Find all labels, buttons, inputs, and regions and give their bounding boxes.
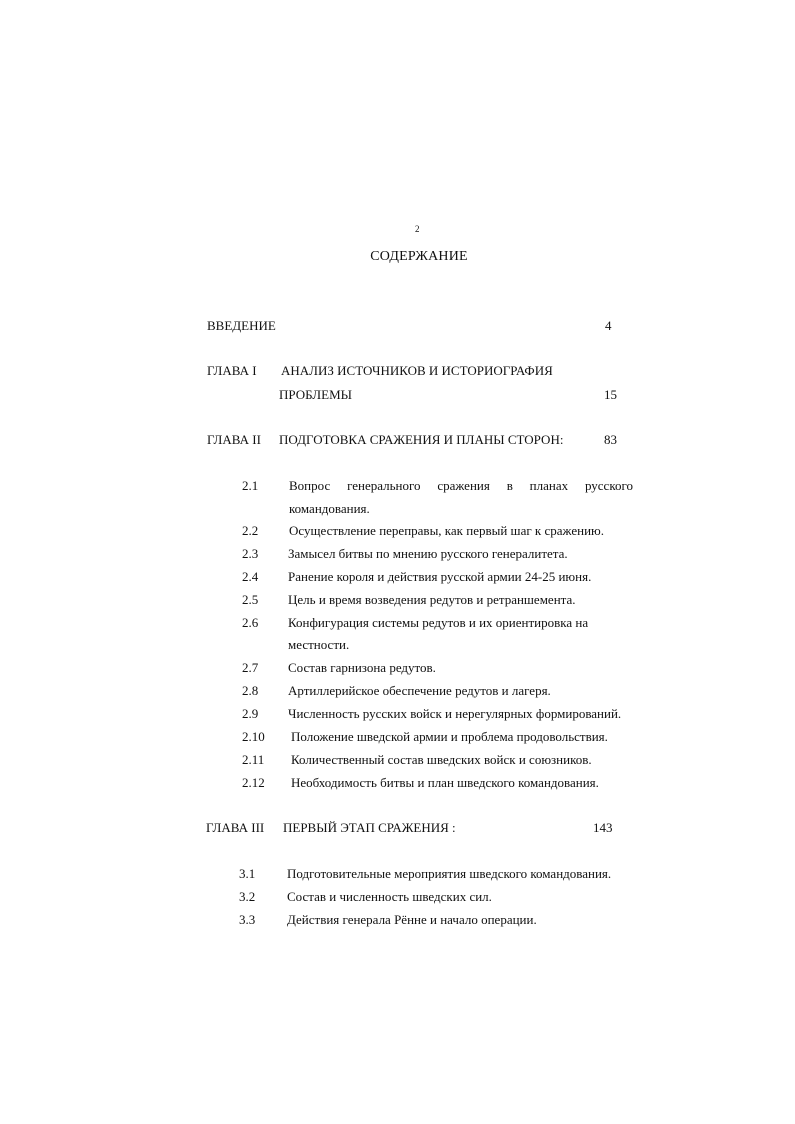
toc-chapter2-page: 83 xyxy=(604,432,617,447)
page-title: СОДЕРЖАНИЕ xyxy=(370,249,468,264)
toc-section-title: Ранение короля и действия русской армии 24-25 июня. xyxy=(288,569,592,584)
toc-section-title: Замысел битвы по мнению русского генералитета. xyxy=(288,546,568,561)
toc-section-number: 2.10 xyxy=(242,729,265,744)
toc-section-title-continued: местности. xyxy=(288,637,350,652)
toc-chapter1-title-line1: АНАЛИЗ ИСТОЧНИКОВ И ИСТОРИОГРАФИЯ xyxy=(281,363,553,378)
toc-section-title: Цель и время возведения редутов и ретраншемента. xyxy=(288,592,576,607)
toc-section-title: Состав и численность шведских сил. xyxy=(287,889,492,904)
toc-section-number: 3.1 xyxy=(239,866,256,881)
toc-section-title: Количественный состав шведских войск и союзников. xyxy=(291,752,592,767)
toc-section-title: Осуществление переправы, как первый шаг к сражению. xyxy=(289,523,604,538)
toc-chapter1-label: ГЛАВА I xyxy=(207,363,257,378)
toc-section-title: Артиллерийское обеспечение редутов и лагеря. xyxy=(288,683,551,698)
toc-chapter1-title-line2: ПРОБЛЕМЫ xyxy=(279,387,352,402)
toc-chapter3-title: ПЕРВЫЙ ЭТАП СРАЖЕНИЯ : xyxy=(283,820,456,835)
toc-section-number: 2.3 xyxy=(242,546,259,561)
toc-section-title: Вопрос генерального сражения в планах русского xyxy=(289,478,633,493)
toc-chapter1-page: 15 xyxy=(604,387,617,402)
toc-section-number: 2.6 xyxy=(242,615,259,630)
toc-section-number: 2.2 xyxy=(242,523,259,538)
toc-section-title: Состав гарнизона редутов. xyxy=(288,660,436,675)
toc-section-title: Положение шведской армии и проблема продовольствия. xyxy=(291,729,608,744)
page-number: 2 xyxy=(415,224,420,234)
toc-chapter3-page: 143 xyxy=(593,820,613,835)
toc-section-title: Конфигурация системы редутов и их ориентировка на xyxy=(288,615,589,630)
toc-section-title-continued: командования. xyxy=(289,501,370,516)
toc-section-number: 2.1 xyxy=(242,478,259,493)
toc-section-title: Необходимость битвы и план шведского командования. xyxy=(291,775,599,790)
toc-section-title: Подготовительные мероприятия шведского командования. xyxy=(287,866,612,881)
toc-section-number: 3.2 xyxy=(239,889,256,904)
toc-section-number: 2.11 xyxy=(242,752,265,767)
toc-chapter3-label: ГЛАВА III xyxy=(206,820,265,835)
toc-section-number: 2.5 xyxy=(242,592,259,607)
toc-section-number: 2.7 xyxy=(242,660,259,675)
toc-intro-label: ВВЕДЕНИЕ xyxy=(207,318,276,333)
toc-section-number: 2.4 xyxy=(242,569,259,584)
toc-chapter2-label: ГЛАВА II xyxy=(207,432,261,447)
toc-intro-page: 4 xyxy=(605,318,612,333)
toc-chapter2-title: ПОДГОТОВКА СРАЖЕНИЯ И ПЛАНЫ СТОРОН: xyxy=(279,432,564,447)
toc-section-number: 2.9 xyxy=(242,706,259,721)
toc-section-number: 2.8 xyxy=(242,683,259,698)
toc-section-number: 3.3 xyxy=(239,912,256,927)
toc-section-title: Действия генерала Рённе и начало операции. xyxy=(287,912,537,927)
toc-section-number: 2.12 xyxy=(242,775,265,790)
toc-section-title: Численность русских войск и нерегулярных формирований. xyxy=(288,706,622,721)
